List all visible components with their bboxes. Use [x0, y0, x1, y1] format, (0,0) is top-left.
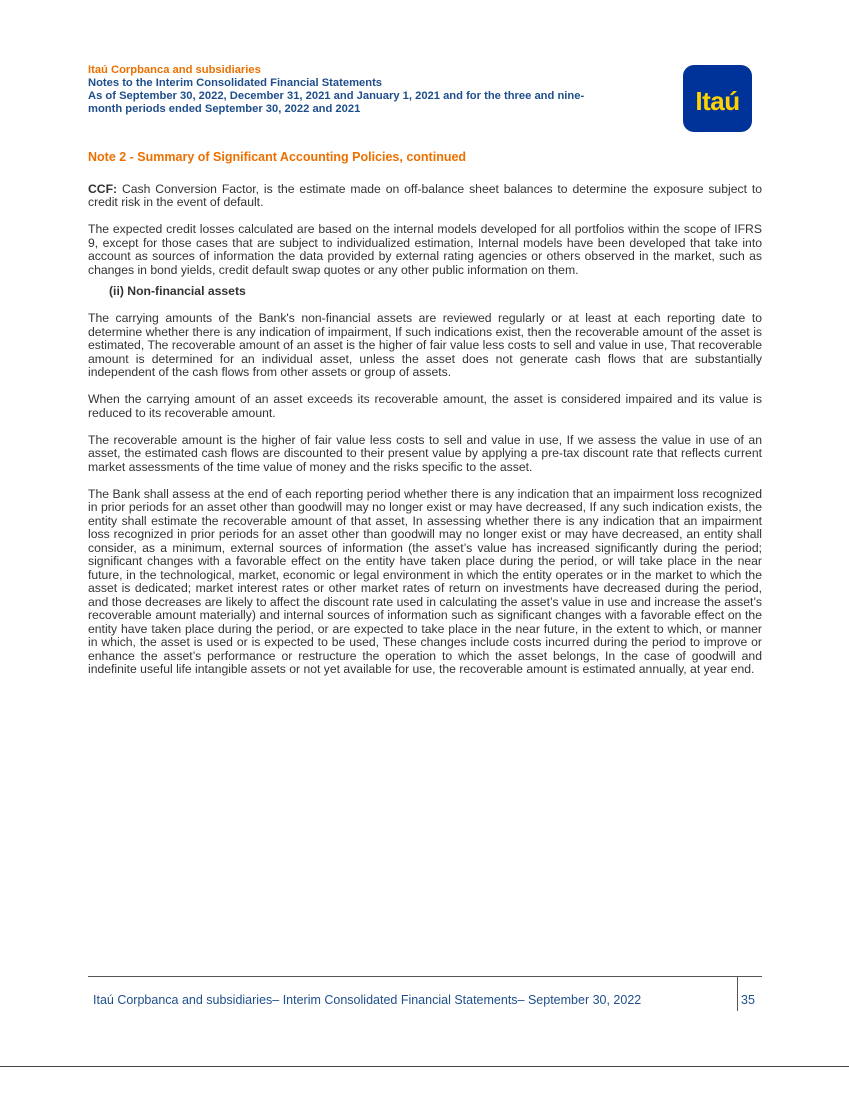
- paragraph: The recoverable amount is the higher of fair value less costs to sell and value in use, If we assess the value in use of an asset, the estimated cash flows are discounted to their present value by applying a pre-tax discount rate that reflects current market assessments of the time value of money and the risks specific to the asset.: [88, 432, 762, 474]
- paragraph: The Bank shall assess at the end of each reporting period whether there is any indication that an impairment loss recognized in prior periods for an asset other than goodwill may no longer exist or may have decreased, If any such indication exists, the entity shall estimate the recoverable amount of that asset, In assessing whether there is any indication that an impairment loss recognized in prior periods for an asset other than goodwill may no longer exist or may have decreased, an entity shall consider, as a minimum, external sources of information (the asset’s value has increased significantly during the period; significant changes with a favorable effect on the entity have taken place during the period, or will take place in the near future, in the technological, market, economic or legal environment in which the entity operates or in the market to which the asset is dedicated; market interest rates or other market rates of return on investments have decreased during the period, and those decreases are likely to affect the discount rate used in calculating the asset’s value in use and increase the asset’s recoverable amount materially) and internal sources of information such as significant changes with a favorable effect on the entity have taken place during the period, or are expected to take place in the near future, in the extent to which, or manner in which, the asset is used or is expected to be used, These changes include costs incurred during the period to improve or enhance the asset’s performance or restructure the operation to which the asset belongs, In the case of goodwill and indefinite useful life intangible assets or not yet available for use, the recoverable amount is estimated annually, at year end.: [88, 486, 762, 676]
- footer-divider: [88, 976, 762, 977]
- footer-vertical-separator: [737, 976, 738, 1011]
- logo-text: Itaú: [695, 86, 740, 116]
- footer-text: Itaú Corpbanca and subsidiaries– Interim Consolidated Financial Statements– September 30, 2022: [93, 993, 642, 1007]
- paragraph: The expected credit losses calculated are based on the internal models developed for all portfolios within the scope of IFRS 9, except for those cases that are subject to individualized estimation, Internal models have been developed that take into account as sources of information the data provided by external rating agencies or others observed in the market, such as changes in bond yields, credit default swap quotes or any other public information on them.: [88, 222, 762, 277]
- paragraph: The carrying amounts of the Bank's non-financial assets are reviewed regularly or at least at each reporting date to determine whether there is any indication of impairment, If such indications exist, then the recoverable amount of the asset is estimated, The recoverable amount of an asset is the higher of fair value less costs to sell and value in use, That recoverable amount is determined for an individual asset, unless the asset does not generate cash flows that are substantially independent of the cash flows from other assets or group of assets.: [88, 311, 762, 379]
- note-title: Note 2 - Summary of Significant Accounting Policies, continued: [88, 150, 467, 164]
- ccf-label: CCF:: [88, 181, 118, 196]
- header-title: Notes to the Interim Consolidated Financial Statements: [88, 77, 383, 89]
- document-header: [88, 64, 668, 116]
- header-period-line-1: As of September 30, 2022, December 31, 2021 and January 1, 2021 and for the three and nine-: [88, 90, 585, 102]
- itau-logo: [683, 65, 752, 132]
- header-company: Itaú Corpbanca and subsidiaries: [88, 64, 261, 76]
- paragraph: When the carrying amount of an asset exceeds its recoverable amount, the asset is considered impaired and its value is reduced to its recoverable amount.: [88, 392, 762, 420]
- section-subheading: (ii) Non-financial assets: [109, 283, 246, 298]
- page-number: 35: [741, 993, 755, 1007]
- header-period-line-2: month periods ended September 30, 2022 and 2021: [88, 103, 361, 115]
- ccf-paragraph: [88, 183, 762, 210]
- page-bottom-rule: [0, 1066, 849, 1067]
- document-body: [88, 151, 762, 690]
- ccf-definition: Cash Conversion Factor, is the estimate made on off-balance sheet balances to determine the exposure subject to credit risk in the event of default.: [88, 181, 762, 209]
